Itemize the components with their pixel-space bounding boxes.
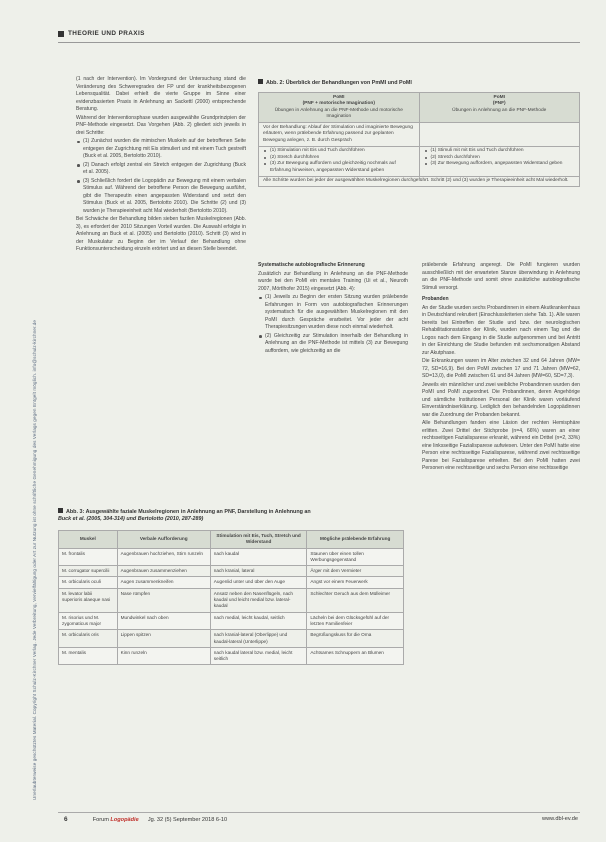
- paragraph: Bei Schwäche der Behandlung bilden sieben fazilen Muskelregionen (Abb. 3), es erfordert der 2010 Sitzungen Vorteil wurden. Die Auswahl erfolgte in Anlehnung an Buck et al. (2005) und Bertolotto (2010). Schritt (3) wird in der Muskulatur zu Beginn der im Verlauf der Behandlung ohne Funktionsunterscheidung einzeln erörtert und an diesen Stelle beendet.: [76, 216, 246, 252]
- list-item: (1) Zunächst wurden die mimischen Muskeln auf der betroffenen Seite entgegen der Zugrichtung mit Eis stimuliert und mit einem Tuch gestreift (Buck et al. 2005, Bertolotto 2010).: [76, 138, 246, 161]
- instruction-cell: Kinn runzeln: [117, 647, 210, 665]
- section-title: THEORIE UND PRAXIS: [68, 30, 145, 37]
- muscle-cell: M. levator labii superioris alaeque nasi: [59, 588, 118, 612]
- pnf-steps-cell: [419, 146, 580, 176]
- section-heading: Probanden: [422, 296, 449, 302]
- pnf-column-header: PoMI (PNF) Übungen in Anlehnung an die PNF-Methode: [419, 93, 580, 123]
- footer-divider: [58, 812, 580, 813]
- instruction-cell: Augenbrauen zusammenziehen: [117, 566, 210, 577]
- instruction-cell: Nase rümpfen: [117, 588, 210, 612]
- list-item: (1) Jeweils zu Beginn der ersten Sitzung wurden prälebende Erfahrungen in Form von autobiografischen Erinnerungen systematisch für die ausgewählten Muskelregionen mit den PoMI durch Gespräche erarbeitet. Vor jeder der acht Therapiesitzungen wurden diese noch einmal wiederholt.: [258, 294, 408, 332]
- paragraph: Jeweils ein männlicher und zwei weibliche Probandinnen wurden den PoMI und PoMI zugeordnet. Die Probandinnen, deren Angehörige und sämtliche Institutionen Personal der Klinik waren vorläufend Einverständniserklärung. Lediglich den behandelnden Logopädinnen war die Zuordnung der Probanden bekannt.: [422, 381, 580, 418]
- experience-cell: Ärger mit dem Vermieter: [307, 566, 404, 577]
- list-item: (3) Schließlich fordert die Logopädin zur Bewegung mit einem verbalen Stimulus auf. Während der betroffene Person die Bewegung ausführt, gibt die Therapeutin einen angepassten Widerstand und setzt den Stimulus (Buck et al. 2005, Bertolotto 2010). Die Schritte (2) und (3) wurden je Therapieeinheit acht Mal wiederholt (Bertolotto 2010).: [76, 178, 246, 216]
- figure-3-caption: Abb. 3: Ausgewählte faziale Muskelregionen in Anlehnung an PNF, Darstellung in Anlehnung an Buck et al. (2005, 304-314) und Bertolotto (2010, 287-289): [58, 509, 311, 522]
- list-item: (2) Gleichzeitig zur Stimulation innerhalb der Behandlung in Anlehnung an die PNF-Methode ist mittels (3) zur Bewegung auffordern, wie gleichzeitig an die: [258, 333, 408, 356]
- caption-marker-icon: [58, 508, 63, 513]
- muscle-cell: M. orbicularis oris: [59, 630, 118, 648]
- instruction-cell: Lippen spitzen: [117, 630, 210, 648]
- muscle-cell: M. frontalis: [59, 548, 118, 566]
- stimulation-cell: Augenlid unter und über den Auge: [210, 577, 307, 588]
- experience-cell: Schlechter Geruch aus dem Mülleimer: [307, 588, 404, 612]
- column-header: Verbale Aufforderung: [117, 531, 210, 549]
- paragraph: An der Studie wurden sechs Probandinnen in einem Akutkrankenhaus in Deutschland rekrutiert (Einschlusskriterien siehe Tab. 1). Alle waren bereits bei Eintreffen der Studie und bzw. der neurologischen Rehabilitationsstation der Klinik, wurden nach einem Tag und die Logos nach dem Eingang in die Studie aufgenommen und bei Antritt in der Einrichtung die Studie befunden mit sechsmonatigen Abstand zur Akutphase.: [422, 304, 581, 356]
- copyright-watermark: Unerlaubterweise geschütztes Material. Copyright Schulz-Kirchner Verlag. Jede Verbreitung, Vervielfältigung oder Art zur Nutzung ist ohne schriftliche Genehmigung des Verlags gegen Entgelt möglich. info@schulz-kirchner.de: [32, 320, 37, 800]
- list-item: (2) Danach erfolgt zentral ein Stretch entgegen der Zugrichtung (Buck et al. 2005).: [76, 162, 246, 177]
- stimulation-cell: Ansatz neben den Nasenflügeln, nach kaudal und leicht medial bzw. lateral-kaudal: [210, 588, 307, 612]
- footer-url[interactable]: www.dbl-ev.de: [542, 816, 578, 822]
- journal-logo: Logopädie: [110, 817, 139, 823]
- experience-cell: Staunen über einen tollen Werbungsgegenstand: [307, 548, 404, 566]
- table-row: [59, 647, 404, 665]
- preparation-cell: Vor der Behandlung: Ablauf der Stimulation und imaginierte Bewegung erläutern, wenn prälebende Erfahrung passend zur geplanten Bewegung anlegen, z. B. durch Gespräch: [259, 123, 420, 147]
- paragraph: (1 nach der Intervention). Im Vordergrund der Untersuchung stand die Veränderung des Schweregrades der FP und der krankheitsbezogenen Lebensqualität. Dabei erhielt die vierte Gruppe im Sinne einer evidenzbasierten Praxis in Anlehnung an Sackettl (2000) entsprechende Beratung.: [76, 76, 246, 112]
- header-divider: [58, 42, 580, 43]
- step-list: [258, 294, 408, 355]
- table-row: [59, 577, 404, 588]
- stimulation-cell: nach kaudal: [210, 548, 307, 566]
- list-item: (1) Stimulation mit Eis und Tuch durchführen: [263, 148, 415, 155]
- figure-2-caption: Abb. 2: Überblick der Behandlungen von PmMI und PoMI: [258, 79, 580, 87]
- experience-cell: Lächeln bei dem Glücksgefühl auf der letzten Familienfeier: [307, 612, 404, 630]
- table-row: [59, 548, 404, 566]
- paragraph: prälebende Erfahrung angeregt. Die PoMI fungieren wurden ausschließlich mit der erwarteten Stanze überwindung in Anlehnung an die PNF-Methode und somit ohne zusätzliche autobiografische Stimuli versorgt.: [422, 262, 580, 291]
- section-marker-icon: [58, 31, 64, 37]
- paragraph: Alle Behandlungen fanden eine Läsion der rechten Hemisphäre erlitten. Zwei Drittel der Stichprobe (n=4, 66%) waren an einer rechtsseitigen Fazialisparese erkrankt, während ein Drittel (n=2, 33%) eine linksseitige Fazialisparese aufwiesen. Unter den PoMI hatte eine Person eine rechtsseitige Fazialisparese, während zwei rechtsseitige Parese bei Fazialisparese erhielten. Bei den PoMI hatten zwei Personen eine rechtsseitige und sechs Person eine rechtsseitige: [422, 420, 580, 471]
- list-item: (2) Stretch durchführen: [263, 155, 415, 162]
- figure-2-footnote: Alle Schritte wurden bei jeder der ausgewählten Muskelregionen durchgeführt. Schritt (2) und (3) wurden je Therapieeinheit acht Mal wiederholt.: [259, 176, 580, 187]
- column-header: Muskel: [59, 531, 118, 549]
- muscle-cell: M. orbicularis oculi: [59, 577, 118, 588]
- paragraph: Zusätzlich zur Behandlung in Anlehnung an die PNF-Methode wurde bei den PoMI ein mentales Training (Ui et al., Neuroth 2007, Mörtlhofer 2015) eingesetzt (Abb. 4):: [258, 270, 408, 292]
- muscle-cell: M. mentalis: [59, 647, 118, 665]
- empty-cell: [419, 123, 580, 147]
- experience-cell: Achtsames Schnuppern an Blumen: [307, 647, 404, 665]
- muscle-cell: M. risorius und M. zygomaticus major: [59, 612, 118, 630]
- section-header: [58, 30, 578, 40]
- paragraph: Während der Interventionsphase wurden ausgewählte Grundprinzipien der PNF-Methode eingesetzt. Das Vorgehen (Abb. 2) gliedert sich jeweils in drei Schritte:: [76, 114, 246, 136]
- journal-prefix: Forum: [92, 817, 109, 823]
- instruction-cell: Mundwinkel nach oben: [117, 612, 210, 630]
- table-row: [59, 630, 404, 648]
- stimulation-cell: nach kaudal lateral bzw. medial, leicht seitlich: [210, 647, 307, 665]
- issue-info: Jg. 32 (5) September 2018 6-10: [147, 817, 228, 823]
- table-row: [59, 612, 404, 630]
- left-column: [76, 76, 246, 255]
- column-header: Mögliche prälebende Erfahrung: [307, 531, 404, 549]
- column-header: Stimulation mit Eis, Tuch, Stretch und Widerstand: [210, 531, 307, 549]
- list-item: (3) Zur Bewegung auffordern und gleichzeitig nochmals auf Erfahrung hinweisen, angepassten Widerstand geben: [263, 161, 415, 174]
- page-number: 6: [64, 816, 68, 823]
- caption-marker-icon: [258, 79, 263, 84]
- muscle-cell: M. corrugator supercilii: [59, 566, 118, 577]
- list-item: (3) Zur Bewegung auffordern, angepassten Widerstand geben: [424, 161, 576, 168]
- paragraph: Die Erkrankungen waren im Alter zwischen 32 und 64 Jahren (MW= 72, SD=16,9). Bei den PoMI zwischen 17 und 71 Jahren (MW=62, SD=13,0), die PoMI zwischen 61 und 84 Jahren (MW=60, SD=7,3).: [422, 358, 580, 379]
- list-item: (2) Stretch durchführen: [424, 155, 576, 162]
- list-item: (1) Stimuli mit mit Eis und Tuch durchführen: [424, 148, 576, 155]
- step-list: [76, 138, 246, 215]
- stimulation-cell: nach kranial, lateral: [210, 566, 307, 577]
- pomi-column-header: PoMI (PNF + motorische Imagination) Übungen in Anlehnung an die PNF-Methode und motorische Imagination: [259, 93, 420, 123]
- section-heading: Systematische autobiografische Erinnerung: [258, 262, 365, 268]
- table-row: [59, 566, 404, 577]
- table-row: [59, 588, 404, 612]
- pomi-steps-cell: [259, 146, 420, 176]
- instruction-cell: Augen zusammenkneifen: [117, 577, 210, 588]
- footer-left: [64, 816, 227, 823]
- experience-cell: Angst vor einem Feuerwerk: [307, 577, 404, 588]
- figure-2-table: [258, 92, 580, 187]
- stimulation-cell: nach kranial-lateral (Oberlippe) und kaudal-lateral (Unterlippe): [210, 630, 307, 648]
- stimulation-cell: nach medial, leicht kaudal, seitlich: [210, 612, 307, 630]
- figure-3-table: [58, 530, 404, 665]
- experience-cell: Begrüßungskuss für die Oma: [307, 630, 404, 648]
- instruction-cell: Augenbrauen hochziehen, Stirn runzeln: [117, 548, 210, 566]
- middle-column: [258, 262, 408, 356]
- right-column: [422, 262, 580, 474]
